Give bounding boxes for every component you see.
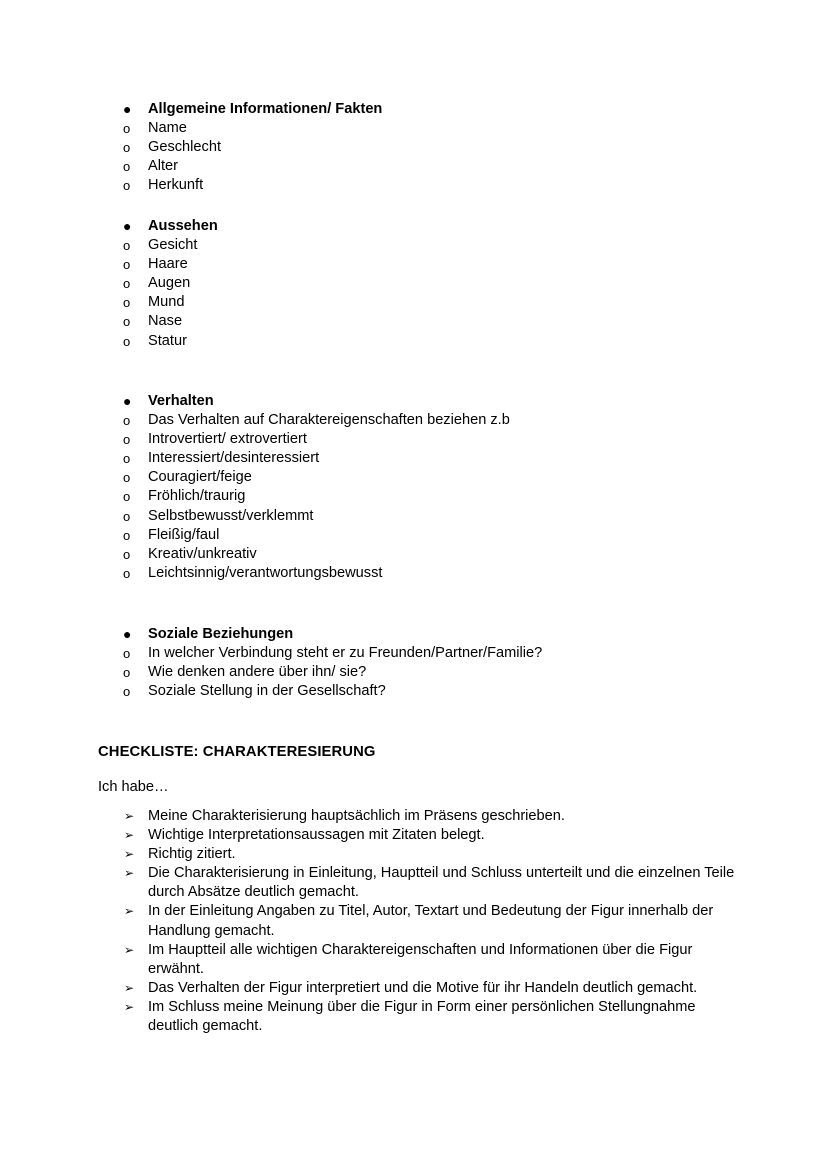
list-item (0, 430, 828, 449)
checklist-item (0, 864, 828, 902)
hollow-circle-bullet-icon: o (123, 295, 131, 311)
hollow-circle-bullet-icon: o (123, 238, 131, 254)
hollow-circle-bullet-icon: o (123, 646, 131, 662)
hollow-circle-bullet-icon: o (123, 508, 131, 524)
list-item-text: Fleißig/faul (148, 526, 220, 543)
list-item-text: Selbstbewusst/verklemmt (148, 507, 314, 524)
checklist-item (0, 807, 828, 826)
list-item-text: Das Verhalten auf Charaktereigenschaften beziehen z.b (148, 412, 510, 429)
checklist-item (0, 845, 828, 864)
list-item-text: Interessiert/desinteressiert (148, 450, 320, 467)
list-item (0, 663, 828, 682)
list-item (0, 411, 828, 430)
list-item (0, 255, 828, 274)
checklist-item (0, 902, 828, 940)
hollow-circle-bullet-icon: o (123, 565, 131, 581)
list-item (0, 157, 828, 176)
list-item-text: Couragiert/feige (148, 469, 252, 486)
section-heading: Aussehen (148, 218, 218, 234)
list-item (0, 564, 828, 583)
list-item-text: Wie denken andere über ihn/ sie? (148, 664, 367, 681)
list-item-text: Leichtsinnig/verantwortungsbewusst (148, 564, 383, 581)
arrowhead-bullet-icon: ➢ (124, 904, 135, 919)
list-item-text: In welcher Verbindung steht er zu Freunden/Partner/Familie? (148, 645, 543, 662)
list-item (0, 312, 828, 331)
list-item (0, 682, 828, 701)
list-item (0, 138, 828, 157)
list-item-text: Mund (148, 294, 185, 311)
list-item (0, 468, 828, 487)
list-item (0, 236, 828, 255)
list-item-text: Introvertiert/ extrovertiert (148, 431, 307, 448)
checklist-item-text: Die Charakterisierung in Einleitung, Hauptteil und Schluss unterteilt und die einzelnen Teile durch Absätze deutlich gemacht. (148, 865, 735, 901)
section-aussehen (0, 217, 828, 351)
arrowhead-bullet-icon: ➢ (124, 999, 135, 1014)
list-item (0, 176, 828, 195)
checklist-item (0, 826, 828, 845)
list-item-text: Haare (148, 256, 188, 273)
list-item (0, 487, 828, 506)
list-item (0, 332, 828, 351)
section-heading: Soziale Beziehungen (148, 626, 294, 642)
arrowhead-bullet-icon: ➢ (124, 866, 135, 881)
hollow-circle-bullet-icon: o (123, 432, 131, 448)
hollow-circle-bullet-icon: o (123, 451, 131, 467)
section-heading: Allgemeine Informationen/ Fakten (148, 101, 383, 117)
hollow-circle-bullet-icon: o (123, 489, 131, 505)
hollow-circle-bullet-icon: o (123, 546, 131, 562)
list-item-text: Nase (148, 313, 183, 330)
arrowhead-bullet-icon: ➢ (124, 847, 135, 862)
list-item-text: Geschlecht (148, 139, 222, 156)
checklist-intro: Ich habe… (98, 779, 169, 795)
checklist-item-text: Meine Charakterisierung hauptsächlich im Präsens geschrieben. (148, 808, 565, 824)
list-item-text: Statur (148, 332, 187, 349)
filled-bullet-icon: ● (123, 393, 132, 409)
checklist-item-text: Im Hauptteil alle wichtigen Charaktereigenschaften und Informationen über die Figur erwähnt. (148, 941, 693, 977)
arrowhead-bullet-icon: ➢ (124, 980, 135, 995)
hollow-circle-bullet-icon: o (123, 527, 131, 543)
checklist (0, 807, 828, 1036)
section-heading-row (0, 625, 828, 644)
list-item-text: Fröhlich/traurig (148, 488, 246, 505)
list-item (0, 545, 828, 564)
list-item (0, 274, 828, 293)
list-item-text: Augen (148, 275, 191, 292)
section-allgemeine-informationen (0, 100, 828, 195)
filled-bullet-icon: ● (123, 626, 132, 642)
list-item (0, 644, 828, 663)
hollow-circle-bullet-icon: o (123, 140, 131, 156)
list-item-text: Kreativ/unkreativ (148, 545, 257, 562)
section-heading-row (0, 392, 828, 411)
hollow-circle-bullet-icon: o (123, 159, 131, 175)
checklist-item (0, 998, 828, 1036)
list-item (0, 507, 828, 526)
checklist-title: CHECKLISTE: CHARAKTERESIERUNG (98, 744, 376, 760)
checklist-item-text: Richtig zitiert. (148, 846, 236, 863)
list-item (0, 449, 828, 468)
hollow-circle-bullet-icon: o (123, 684, 131, 700)
hollow-circle-bullet-icon: o (123, 665, 131, 681)
hollow-circle-bullet-icon: o (123, 314, 131, 330)
list-item-text: Gesicht (148, 237, 198, 254)
hollow-circle-bullet-icon: o (123, 470, 131, 486)
section-heading-row (0, 100, 828, 119)
list-item-text: Name (148, 120, 187, 137)
list-item (0, 119, 828, 138)
section-heading-row (0, 217, 828, 236)
section-soziale-beziehungen (0, 625, 828, 701)
arrowhead-bullet-icon: ➢ (124, 942, 135, 957)
hollow-circle-bullet-icon: o (123, 257, 131, 273)
arrowhead-bullet-icon: ➢ (124, 828, 135, 843)
checklist-item-text: Das Verhalten der Figur interpretiert und die Motive für ihr Handeln deutlich gemacht. (148, 979, 698, 996)
hollow-circle-bullet-icon: o (123, 413, 131, 429)
hollow-circle-bullet-icon: o (123, 333, 131, 349)
section-heading: Verhalten (148, 393, 214, 409)
hollow-circle-bullet-icon: o (123, 121, 131, 137)
checklist-item-text: Im Schluss meine Meinung über die Figur in Form einer persönlichen Stellungnahme deutlich gemacht. (148, 998, 696, 1035)
filled-bullet-icon: ● (123, 218, 132, 234)
list-item-text: Soziale Stellung in der Gesellschaft? (148, 683, 386, 700)
hollow-circle-bullet-icon: o (123, 178, 131, 194)
checklist-item (0, 941, 828, 979)
list-item (0, 293, 828, 312)
list-item-text: Herkunft (148, 177, 204, 194)
arrowhead-bullet-icon: ➢ (124, 809, 135, 823)
section-verhalten (0, 392, 828, 583)
filled-bullet-icon: ● (123, 101, 132, 117)
checklist-item-text: Wichtige Interpretationsaussagen mit Zitaten belegt. (148, 827, 485, 844)
checklist-item-text: In der Einleitung Angaben zu Titel, Autor, Textart und Bedeutung der Figur innerhalb der Handlung gemacht. (148, 903, 714, 939)
list-item-text: Alter (148, 158, 179, 175)
list-item (0, 526, 828, 545)
hollow-circle-bullet-icon: o (123, 276, 131, 292)
checklist-item (0, 979, 828, 998)
